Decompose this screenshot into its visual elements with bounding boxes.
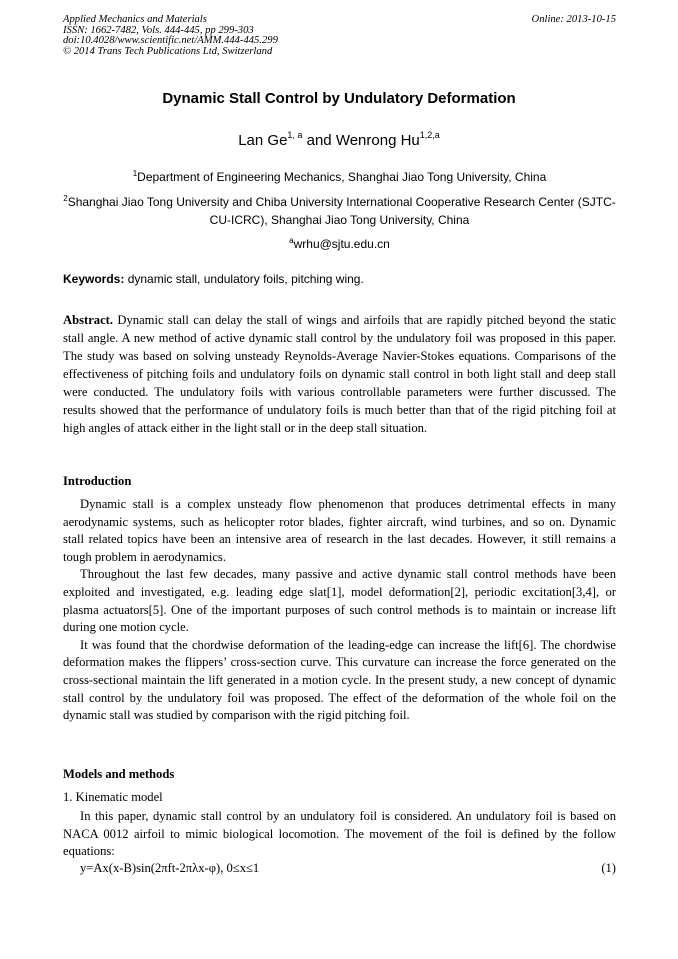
- models-body: [63, 808, 616, 861]
- doi-line: doi:10.4028/www.scientific.net/AMM.444-445.299: [63, 35, 278, 47]
- email-line: [63, 232, 616, 253]
- models-heading: Models and methods: [63, 767, 175, 781]
- running-header: [63, 15, 616, 57]
- abstract: [63, 311, 616, 437]
- author-line: [0, 130, 678, 149]
- abstract-label: Abstract.: [63, 313, 114, 327]
- affiliation-2-superscript: 2: [63, 194, 68, 203]
- introduction-heading: Introduction: [63, 474, 132, 488]
- equation-1: [80, 861, 616, 876]
- affiliation-1-text: Department of Engineering Mechanics, Shanghai Jiao Tong University, China: [137, 170, 547, 184]
- intro-paragraph: It was found that the chordwise deformation of the leading-edge can increase the lift[6]. The chordwise deformation makes the flippers’ cross-section curve. This curvature can increase the force generated on the cross-sectional maintain the lift generated in a motion cycle. In the present study, a new concept of dynamic stall control by the undulatory foil was proposed. The effect of the deformation of the whole foil on the dynamic stall was studied by comparison with the rigid pitching foil.: [63, 637, 616, 723]
- author-1: Lan Ge: [238, 132, 288, 149]
- affiliation-1: [63, 165, 616, 186]
- email-superscript: a: [289, 236, 294, 245]
- intro-paragraph: Throughout the last few decades, many passive and active dynamic stall control methods have been exploited and investigated, e.g. leading edge slat[1], model deformation[2], periodic excitation[3,4], or plasma actuators[5]. One of the important purposes of such control methods is to maintain or increase lift during one motion cycle.: [63, 567, 616, 635]
- abstract-text: Dynamic stall can delay the stall of wings and airfoils that are rapidly pitched beyond the static stall angle. A new method of active dynamic stall control by the undulatory foil was proposed in this paper. The study was based on solving unsteady Reynolds-Average Navier-Stokes equations. Comparisons of the effectiveness of pitching foils and undulatory foils on dynamic stall control in both light stall and deep stall were conducted. The undulatory foils with various controllable parameters were further discussed. The results showed that the performance of undulatory foils is much better than that of the rigid pitching foil at high angles of attack either in the light stall or in the deep stall situation.: [63, 313, 616, 435]
- introduction-body: [63, 496, 616, 725]
- models-paragraph: In this paper, dynamic stall control by an undulatory foil is considered. An undulatory foil is based on NACA 0012 airfoil to mimic biological locomotion. The movement of the foil is defined by the follow equations:: [63, 809, 616, 859]
- intro-paragraph: Dynamic stall is a complex unsteady flow phenomenon that produces detrimental effects in many aerodynamic systems, such as helicopter rotor blades, fighter aircraft, wind turbines, and so on. Dynamic stall related topics have been an intensive area of research in the last decades. However, it still remains a tough problem in aerodynamics.: [63, 497, 616, 564]
- paper-title: Dynamic Stall Control by Undulatory Deformation: [162, 90, 516, 107]
- author-connector: and: [302, 132, 336, 149]
- affiliation-2: [63, 190, 616, 229]
- author-1-superscript: 1, a: [287, 130, 303, 140]
- online-date: Online: 2013-10-15: [531, 14, 616, 25]
- issn-line: ISSN: 1662-7482, Vols. 444-445, pp 299-303: [63, 24, 254, 36]
- journal-name: Applied Mechanics and Materials: [63, 14, 207, 25]
- keywords: [63, 272, 616, 286]
- author-2: Wenrong Hu: [335, 132, 420, 149]
- author-2-superscript: 1,2,a: [419, 130, 440, 140]
- equation-number: (1): [601, 861, 616, 875]
- affiliation-2-text: Shanghai Jiao Tong University and Chiba University International Cooperative Research Center (SJTC-CU-ICRC), Shanghai Jiao Tong University, China: [67, 195, 616, 227]
- kinematic-model-subheading: 1. Kinematic model: [63, 790, 163, 804]
- affiliation-1-superscript: 1: [132, 169, 138, 178]
- email-address: wrhu@sjtu.edu.cn: [293, 237, 390, 251]
- keywords-label: Keywords:: [63, 272, 125, 286]
- keywords-text: dynamic stall, undulatory foils, pitching wing.: [124, 272, 364, 286]
- copyright-line: © 2014 Trans Tech Publications Ltd, Switzerland: [63, 45, 273, 57]
- equation-text: y=Ax(x-B)sin(2πft-2πλx-φ), 0≤x≤1: [80, 861, 260, 875]
